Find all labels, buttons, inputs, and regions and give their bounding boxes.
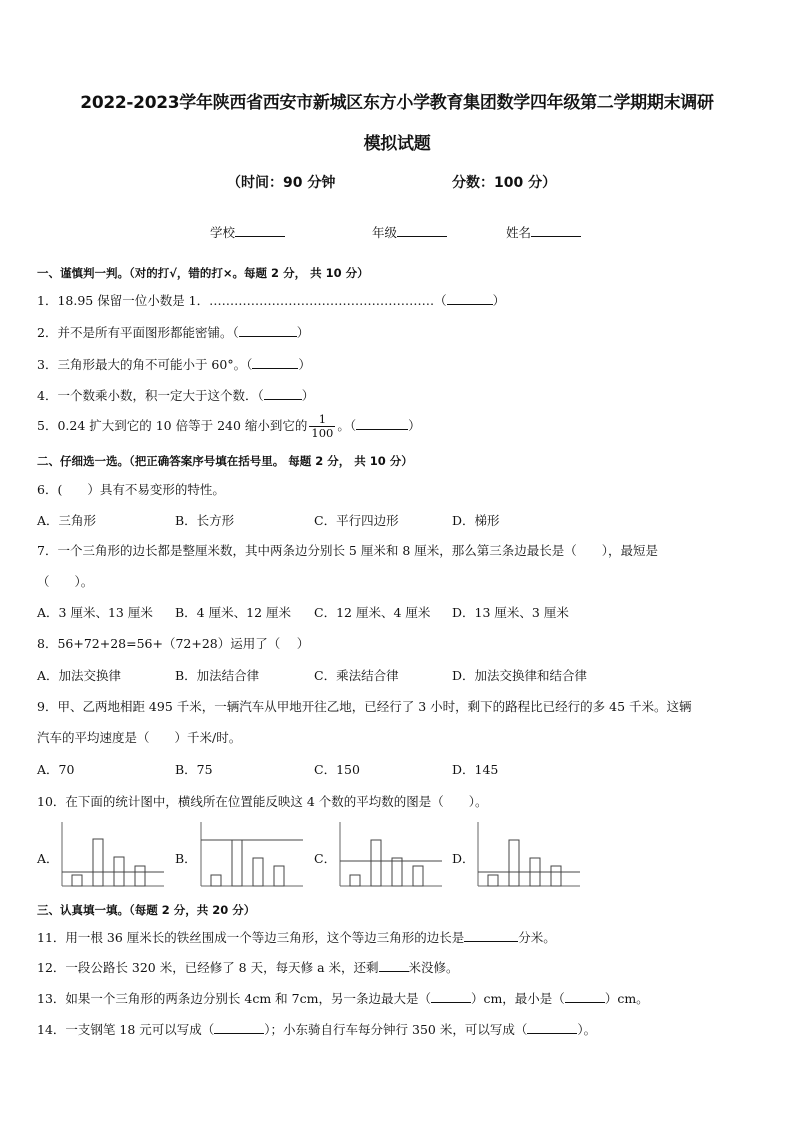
name-field[interactable]: [506, 223, 581, 241]
q8-option-c[interactable]: C．乘法结合律: [314, 668, 399, 683]
q7-option-c[interactable]: C．12 厘米、4 厘米: [314, 605, 431, 620]
q11-blank[interactable]: [464, 929, 518, 942]
school-blank[interactable]: [235, 224, 285, 237]
q6-option-a[interactable]: A．三角形: [37, 513, 97, 528]
question-1: [37, 291, 505, 309]
q13-text-b: ）cm，最小是（: [470, 991, 565, 1006]
q2-blank[interactable]: [239, 324, 297, 337]
q5-blank[interactable]: [356, 417, 408, 430]
question-12: [37, 958, 459, 976]
question-7-line2: （ ）。: [37, 574, 94, 589]
q3-text: 3．三角形最大的角不可能小于 60°。（: [37, 357, 253, 372]
q10-option-c-label[interactable]: C．: [314, 851, 337, 866]
q9-option-c[interactable]: C．150: [314, 762, 360, 777]
q14-blank-1[interactable]: [214, 1021, 264, 1034]
q14-text-c: ）。: [577, 1022, 597, 1037]
question-7-line1: 7．一个三角形的边长都是整厘米数，其中两条边分别长 5 厘米和 8 厘米，那么第三条边最长是（ ），最短是: [37, 543, 659, 558]
q8-option-a[interactable]: A．加法交换律: [37, 668, 122, 683]
q11-after: 分米。: [518, 930, 556, 945]
section3-heading: 三、认真填一填。（每题 2 分，共 20 分）: [37, 903, 256, 917]
q14-text-b: ）；小东骑自行车每分钟行 350 米，可以写成（: [264, 1022, 528, 1037]
grade-label: 年级: [372, 225, 398, 240]
section1-heading: 一、谨慎判一判。（对的打√，错的打×。每题 2 分， 共 10 分）: [37, 266, 369, 280]
q9-option-d[interactable]: D．145: [452, 762, 499, 777]
q8-option-d[interactable]: D．加法交换律和结合律: [452, 668, 588, 683]
q3-close: ）: [298, 357, 311, 372]
q5-numerator: 1: [309, 413, 335, 427]
name-blank[interactable]: [531, 224, 581, 237]
q5-text: 5．0.24 扩大到它的 10 倍等于 240 缩小到它的: [37, 418, 308, 433]
school-field[interactable]: [210, 223, 285, 241]
question-9-line2: 汽车的平均速度是（ ）千米/时。: [37, 730, 242, 745]
grade-field[interactable]: [372, 223, 447, 241]
q11-text: 11．用一根 36 厘米长的铁丝围成一个等边三角形，这个等边三角形的边长是: [37, 930, 465, 945]
q14-text-a: 14．一支钢笔 18 元可以写成（: [37, 1022, 215, 1037]
q13-blank-max[interactable]: [431, 990, 471, 1003]
q1-blank[interactable]: [447, 292, 493, 305]
question-10: 10．在下面的统计图中，横线所在位置能反映这 4 个数的平均数的图是（ ）。: [37, 794, 488, 809]
question-14: [37, 1020, 596, 1038]
exam-title-line2: 模拟试题: [363, 134, 431, 154]
q10-chart-a[interactable]: [60, 822, 166, 888]
q9-option-a[interactable]: A．70: [37, 762, 75, 777]
q7-option-b[interactable]: B．4 厘米、12 厘米: [175, 605, 291, 620]
grade-blank[interactable]: [397, 224, 447, 237]
question-3: [37, 355, 311, 373]
q5-after: 。（: [337, 418, 357, 433]
q3-blank[interactable]: [252, 356, 298, 369]
q6-option-b[interactable]: B．长方形: [175, 513, 235, 528]
question-8: 8．56+72+28=56+（72+28）运用了（ ）: [37, 636, 310, 651]
q14-blank-2[interactable]: [527, 1021, 577, 1034]
section2-heading: 二、仔细选一选。（把正确答案序号填在括号里。 每题 2 分， 共 10 分）: [37, 454, 413, 468]
exam-title-line1: 2022-2023学年陕西省西安市新城区东方小学教育集团数学四年级第二学期期末调研: [80, 93, 714, 113]
q8-option-b[interactable]: B．加法结合律: [175, 668, 260, 683]
q1-close: ）: [492, 293, 506, 308]
q4-text: 4．一个数乘小数，积一定大于这个数．（: [37, 388, 264, 403]
q5-fraction: [309, 413, 335, 440]
q10-chart-b[interactable]: [199, 822, 305, 888]
q6-option-d[interactable]: D．梯形: [452, 513, 500, 528]
q7-option-a[interactable]: A．3 厘米、13 厘米: [37, 605, 153, 620]
q10-chart-d[interactable]: [476, 822, 582, 888]
question-13: [37, 989, 649, 1007]
q2-text: 2．并不是所有平面图形都能密铺。（: [37, 325, 239, 340]
q12-blank[interactable]: [379, 959, 409, 972]
question-11: [37, 928, 556, 946]
q12-text: 12．一段公路长 320 米，已经修了 8 天，每天修 a 米，还剩: [37, 960, 379, 975]
q13-text-a: 13．如果一个三角形的两条边分别长 4cm 和 7cm，另一条边最大是（: [37, 991, 431, 1006]
q10-chart-c[interactable]: [338, 822, 444, 888]
question-5: [37, 413, 421, 440]
name-label: 姓名: [506, 225, 532, 240]
q10-option-d-label[interactable]: D．: [452, 851, 475, 866]
exam-score: 分数：100 分）: [452, 175, 557, 191]
question-4: [37, 386, 314, 404]
question-2: [37, 323, 309, 341]
q10-option-a-label[interactable]: A．: [37, 851, 59, 866]
question-9-line1: 9．甲、乙两地相距 495 千米，一辆汽车从甲地开往乙地，已经行了 3 小时，剩下的路程比已经行的多 45 千米。这辆: [37, 699, 692, 714]
q4-close: ）: [301, 388, 315, 403]
school-label: 学校: [210, 225, 236, 240]
q10-option-b-label[interactable]: B．: [175, 851, 197, 866]
q9-option-b[interactable]: B．75: [175, 762, 213, 777]
q1-text: 1．18.95 保留一位小数是 1．………………………………………………（: [37, 293, 447, 308]
q13-blank-min[interactable]: [565, 990, 605, 1003]
q6-option-c[interactable]: C．平行四边形: [314, 513, 399, 528]
q13-text-c: ）cm。: [604, 991, 649, 1006]
q4-blank[interactable]: [264, 387, 302, 400]
q12-after: 米没修。: [408, 960, 459, 975]
q5-denominator: 100: [311, 426, 334, 440]
exam-time: （时间：90 分钟: [227, 175, 336, 191]
q5-close: ）: [408, 418, 421, 433]
q7-option-d[interactable]: D．13 厘米、3 厘米: [452, 605, 569, 620]
q2-close: ）: [296, 325, 310, 340]
question-6: 6．( ）具有不易变形的特性。: [37, 482, 225, 497]
